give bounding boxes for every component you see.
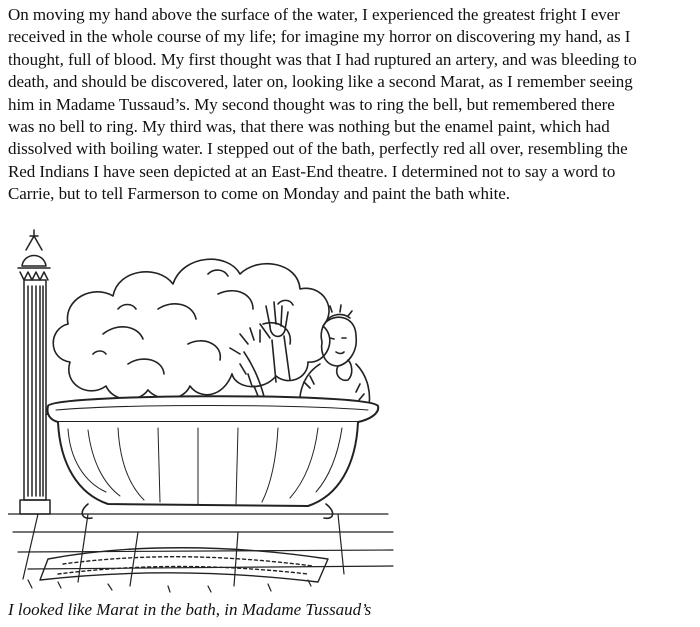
passage-line: him in Madame Tussaud’s. My second thought was to ring the bell, but remembered there [8, 94, 615, 114]
passage-line: dissolved with boiling water. I stepped out of the bath, perfectly red all over, resembling the [8, 139, 628, 159]
passage-line: Carrie, but to tell Farmerson to come on Monday and paint the bath white. [8, 184, 510, 204]
steam-clouds [53, 259, 330, 399]
passage-line: received in the whole course of my life; for imagine my horror on discovering my hand, as I [8, 27, 631, 47]
passage-line: On moving my hand above the surface of the water, I experienced the greatest fright I ever [8, 5, 620, 24]
water-heater [18, 230, 64, 514]
figure-caption: I looked like Marat in the bath, in Madame Tussaud’s [8, 600, 372, 619]
passage-line: death, and should be discovered, later on, looking like a second Marat, as I remember seeing [8, 72, 633, 92]
passage-line: Red Indians I have seen depicted at an East-End theatre. I determined not to say a word to [8, 161, 616, 181]
passage-text [8, 4, 698, 206]
passage-line: was no bell to ring. My third was, that there was nothing but the enamel paint, which had [8, 117, 610, 137]
bath-mat [40, 548, 328, 582]
floorboards [8, 514, 393, 592]
passage-line: thought, full of blood. My first thought was that I had ruptured an artery, and was bleeding to [8, 49, 637, 69]
bathtub [47, 396, 378, 518]
bath-illustration-icon [8, 214, 398, 594]
